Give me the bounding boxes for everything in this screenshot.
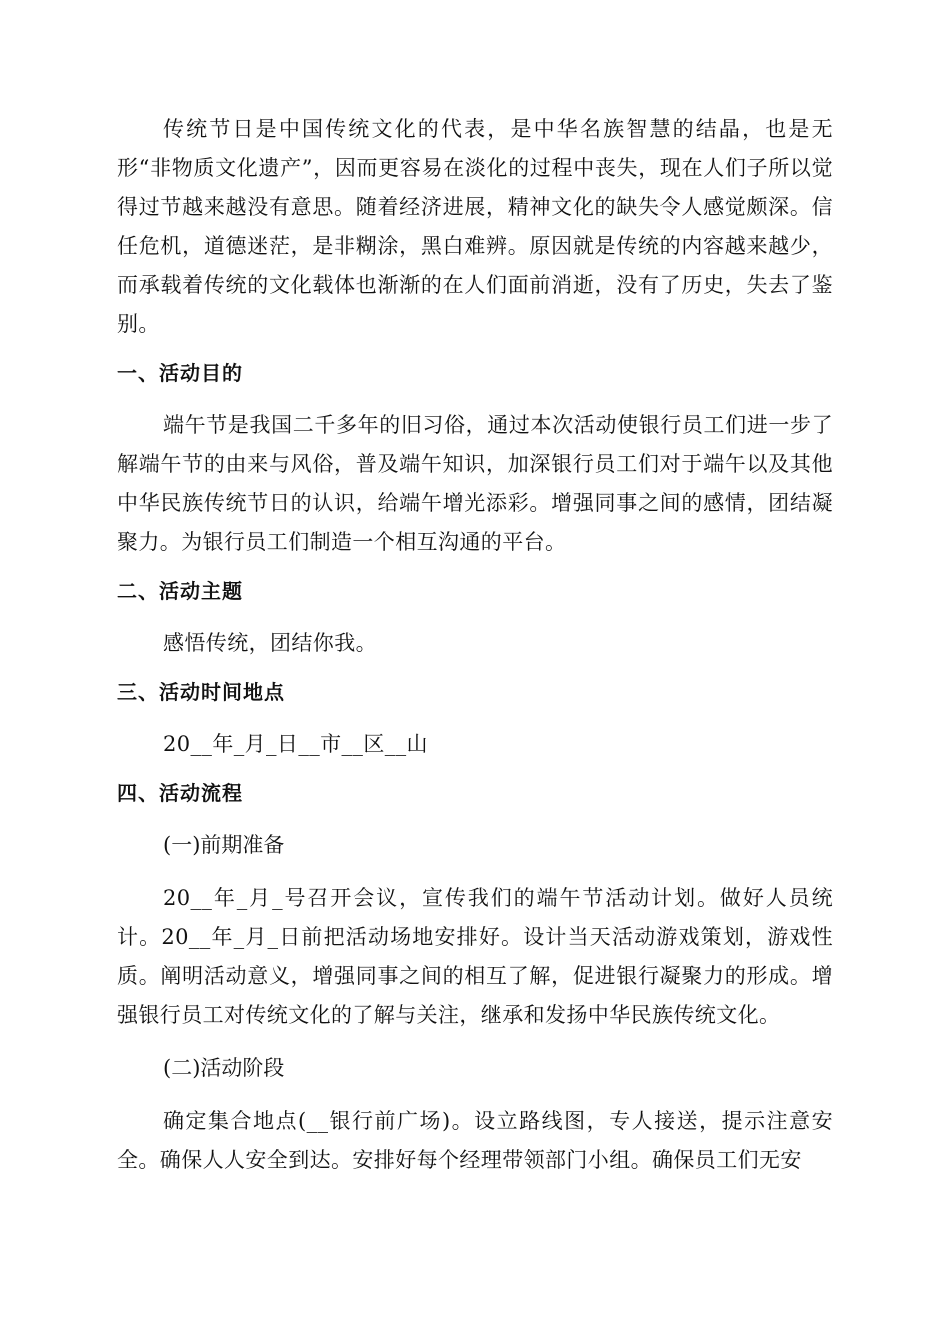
section-heading-purpose: 一、活动目的 [117,361,243,385]
section-heading-theme: 二、活动主题 [117,579,243,603]
purpose-paragraph: 端午节是我国二千多年的旧习俗，通过本次活动使银行员工们进一步了解端午节的由来与风俗，普及端午知识，加深银行员工们对于端午以及其他中华民族传统节日的认识，给端午增光添彩。增强同事之间的感情，团结凝聚力。为银行员工们制造一个相互沟通的平台。 [117,413,833,554]
section-heading-process: 四、活动流程 [117,781,243,805]
preparation-paragraph: 20__年_月_号召开会议，宣传我们的端午节活动计划。做好人员统计。20__年_月_日前把活动场地安排好。设计当天活动游戏策划，游戏性质。阐明活动意义，增强同事之间的相互了解，促进银行凝聚力的形成。增强银行员工对传统文化的了解与关注，继承和发扬中华民族传统文化。 [117,886,833,1027]
intro-paragraph: 传统节日是中国传统文化的代表，是中华名族智慧的结晶，也是无形“非物质文化遗产”，因而更容易在淡化的过程中丧失，现在人们子所以觉得过节越来越没有意思。随着经济进展，精神文化的缺失令人感觉颇深。信任危机，道德迷茫，是非糊涂，黑白难辨。原因就是传统的内容越来越少，而承载着传统的文化载体也渐渐的在人们面前消逝，没有了历史，失去了鉴别。 [117,117,833,336]
activity-stage-paragraph: 确定集合地点(__银行前广场)。设立路线图，专人接送，提示注意安全。确保人人安全到达。安排好每个经理带领部门小组。确保员工们无安 [117,1109,833,1172]
section-heading-time-place: 三、活动时间地点 [117,680,285,704]
theme-paragraph: 感悟传统，团结你我。 [163,631,377,655]
subsection-title-preparation: (一)前期准备 [163,833,285,857]
time-place-paragraph: 20__年_月_日__市__区__山 [163,732,428,756]
subsection-title-activity-stage: (二)活动阶段 [163,1056,285,1080]
document-page [117,110,833,1194]
